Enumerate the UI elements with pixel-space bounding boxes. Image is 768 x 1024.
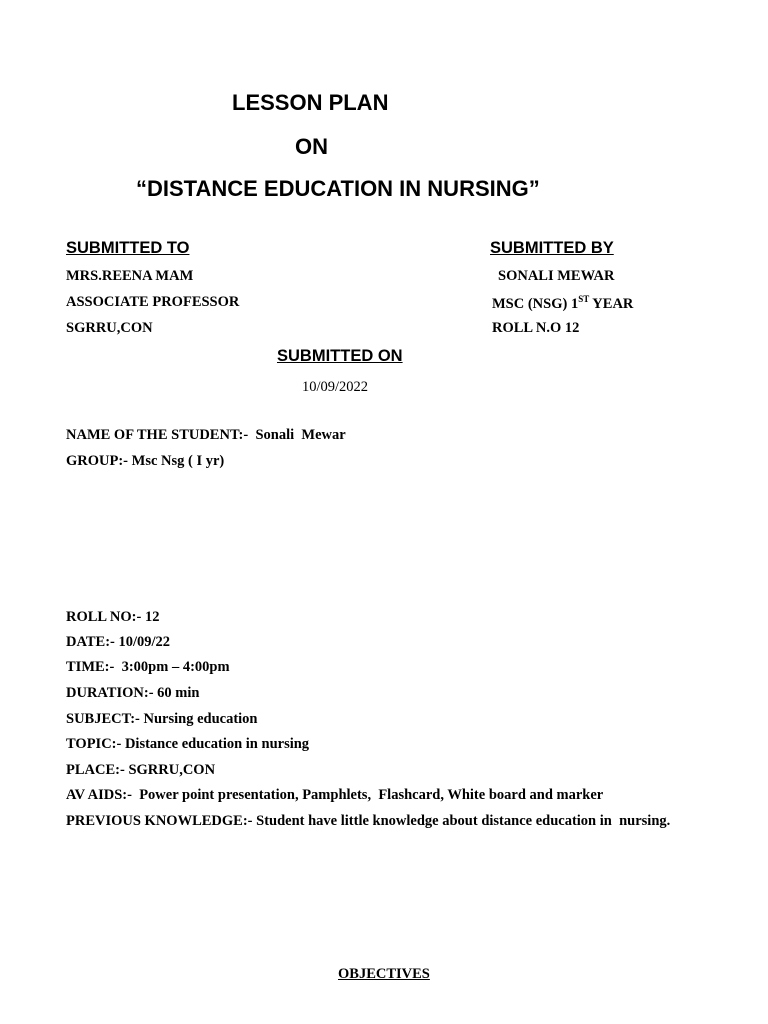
course-superscript: ST	[578, 294, 590, 304]
roll-value: 12	[141, 609, 160, 625]
student-name-line	[66, 427, 346, 444]
time-label: TIME:-	[66, 659, 115, 675]
student-name-label: NAME OF THE STUDENT:-	[66, 427, 249, 443]
objectives-heading: OBJECTIVES	[338, 966, 430, 982]
student-group-label: GROUP:-	[66, 453, 129, 469]
place-value: SGRRU,CON	[124, 762, 216, 778]
duration-value: 60 min	[153, 685, 200, 701]
place-line	[66, 762, 215, 779]
submitted-to-designation: ASSOCIATE PROFESSOR	[66, 294, 240, 310]
subject-line	[66, 711, 258, 728]
submitted-by-course	[492, 294, 633, 313]
title-lesson-plan: LESSON PLAN	[232, 90, 389, 115]
student-group-value: Msc Nsg ( I yr)	[128, 453, 225, 469]
roll-line	[66, 609, 159, 626]
time-value: 3:00pm – 4:00pm	[114, 659, 230, 675]
title-on: ON	[295, 134, 328, 159]
previous-knowledge-value: Student have little knowledge about distance education in nursing.	[252, 813, 671, 829]
av-aids-label: AV AIDS:-	[66, 787, 132, 803]
topic-line	[66, 736, 309, 753]
roll-label: ROLL NO:-	[66, 609, 142, 625]
av-aids-value: Power point presentation, Pamphlets, Flashcard, White board and marker	[131, 787, 604, 803]
student-name-value: Sonali Mewar	[248, 427, 346, 443]
student-group-line	[66, 453, 224, 470]
submitted-on-date: 10/09/2022	[302, 379, 369, 395]
previous-knowledge-line	[66, 813, 670, 830]
submitted-to-name: MRS.REENA MAM	[66, 268, 194, 284]
course-suffix: YEAR	[589, 295, 634, 312]
submitted-to-heading: SUBMITTED TO	[66, 239, 190, 257]
submitted-on-heading: SUBMITTED ON	[277, 347, 403, 365]
time-line	[66, 659, 230, 676]
duration-line	[66, 685, 199, 702]
date-line	[66, 634, 170, 651]
submitted-by-roll: ROLL N.O 12	[492, 320, 580, 336]
subject-value: Nursing education	[139, 711, 258, 727]
topic-value: Distance education in nursing	[121, 736, 310, 752]
place-label: PLACE:-	[66, 762, 125, 778]
duration-label: DURATION:-	[66, 685, 154, 701]
date-value: 10/09/22	[114, 634, 171, 650]
av-aids-line	[66, 787, 603, 804]
submitted-by-name: SONALI MEWAR	[498, 268, 615, 284]
subject-label: SUBJECT:-	[66, 711, 140, 727]
course-prefix: MSC (NSG) 1	[492, 295, 579, 312]
date-label: DATE:-	[66, 634, 115, 650]
title-topic: “DISTANCE EDUCATION IN NURSING”	[136, 176, 540, 201]
previous-knowledge-label: PREVIOUS KNOWLEDGE:-	[66, 813, 253, 829]
topic-label: TOPIC:-	[66, 736, 122, 752]
submitted-to-institution: SGRRU,CON	[66, 320, 153, 336]
submitted-by-heading: SUBMITTED BY	[490, 239, 614, 257]
